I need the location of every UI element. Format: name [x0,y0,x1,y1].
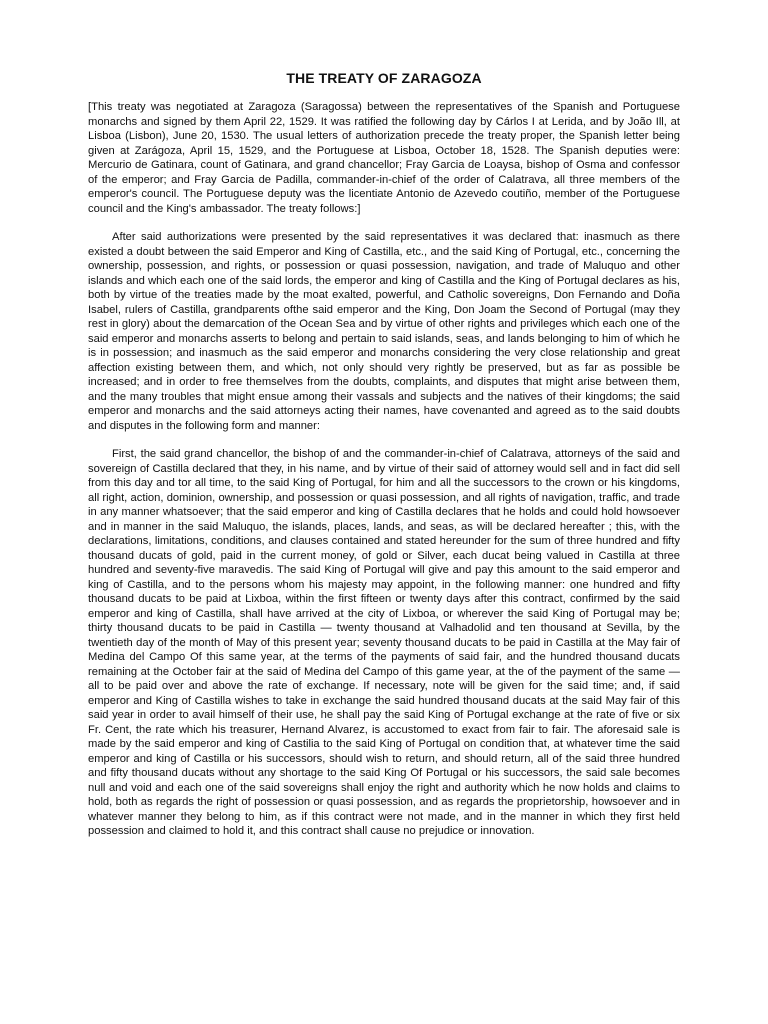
document-title: THE TREATY OF ZARAGOZA [286,70,482,86]
declaration-paragraph: After said authorizations were presented by the said representatives it was declared that: inasmuch as there existed a doubt between the said Emperor and King of Castilla, etc., and the said King of Portugal, etc., concerning the ownership, possession, and rights, or possession or quasi possession, navigation, and trade of Maluquo and other islands and which each one of the said lords, the emperor and king of Castilla and the King of Portugal declares as his, both by virtue of the treaties made by the moat exalted, powerful, and Catholic sovereigns, Don Fernando and Doña Isabel, rulers of Castilla, grandparents ofthe said emperor and the King, Don Joam the Second of Portugal (may they rest in glory) about the demarcation of the Ocean Sea and by virtue of other rights and privileges which each one of the said emperor and monarchs asserts to belong and pertain to said islands, seas, and lands belonging to him of which he is in possession; and inasmuch as the said emperor and monarchs considering the very close relationship and great affection existing between them, and which, not only should very rightly be preserved, but as far as possible be increased; and in order to free themselves from the doubts, complaints, and disputes that might arise between them, and the many troubles that might ensue among their vassals and subjects and the natives of their kingdoms; the said emperor and monarchs and the said attorneys acting their names, have covenanted and agreed as to the said doubts and disputes in the following form and manner: [88,231,680,432]
first-article-paragraph: First, the said grand chancellor, the bishop of and the commander-in-chief of Calatrava, attorneys of the said and sovereign of Castilla declared that they, in his name, and by virtue of their said of attorney would sell and in fact did sell from this day and tor all time, to the said King of Portugal, for him and all the successors to the crown or his kingdoms, all right, action, dominion, ownership, and possession or quasi possession, and all rights of navigation, traffic, and trade in any manner whatsoever; that the said emperor and king of Castilla declares that he holds and could hold howsoever and in manner in the said Maluquo, the islands, places, lands, and seas, as will be declared hereafter ; this, with the declarations, limitations, conditions, and clauses contained and stated hereunder for the sum of three hundred and fifty thousand ducats of gold, paid in the current money, of gold or Silver, each ducat being valued in Castilla at three hundred and seventy-five maravedis. The said King of Portugal will give and pay this amount to the said emperor and king of Castilla, and to the persons whom his majesty may appoint, in the following manner: one hundred and fifty thousand ducats to be paid at Lixboa, within the first fifteen or twenty days after this contract, confirmed by the said emperor and king of Castilla, shall have arrived at the city of Lixboa, or wherever the said King of Portugal may be; thirty thousand ducats to be paid in Castilla — twenty thousand at Valhadolid and ten thousand at Sevilla, by the twentieth day of the month of May of this present year; seventy thousand ducats to be paid in Castilla at the May fair of Medina del Campo Of this same year, at the terms of the payments of said fair, and the hundred thousand ducats remaining at the October fair at the said of Medina del Campo of this game year, at the of the payment of the same — all to be paid over and above the rate of exchange. If necessary, note will be given for the said time; and, if said emperor and King of Castilla wishes to take in exchange the said hundred thousand ducats at the said May fair of this said year in order to avail himself of their use, he shall pay the said King of Portugal exchange at the rate of five or six Fr. Cent, the rate which his treasurer, Hernand Alvarez, is accustomed to exact from fair to fair. The aforesaid sale is made by the said emperor and king of Castilia to the said King of Portugal on condition that, at whatever time the said emperor and king of Castilla or his successors, should wish to return, and should return, all of the said three hundred and fifty thousand ducats without any shortage to the said King Of Portugal or his successors, the said sale becomes null and void and each one of the said sovereigns shall enjoy the right and authority which he now holds and claims to hold, both as regards the right of possession or quasi possession, and as regards the proprietorship, howsoever and in whatever manner they belong to him, as if this contract were not made, and in the manner in which they first held possession and claimed to hold it, and this contract shall cause no prejudice or innovation. [88,448,680,837]
introductory-note-paragraph: [This treaty was negotiated at Zaragoza (Saragossa) between the representatives of the Spanish and Portuguese monarchs and signed by them April 22, 1529. It was ratified the following day by Cárlos I at Lerida, and by João Ill, at Lisboa (Lisbon), June 20, 1530. The usual letters of authorization precede the treaty proper, the Spanish letter being given at Zarágoza, April 15, 1529, and the Portuguese at Lisboa, October 18, 1528. The Spanish deputies were: Mercurio de Gatinara, count of Gatinara, and grand chancellor; Fray Garcia de Loaysa, bishop of Osma and confessor of the emperor; and Fray Garcia de Padilla, commander-in-chief of the order of Calatrava, all three members of the emperor's council. The Portuguese deputy was the licentiate Antonio de Azevedo coutiño, member of the Portuguese council and the King's ambassador. The treaty follows:] [88,101,680,215]
